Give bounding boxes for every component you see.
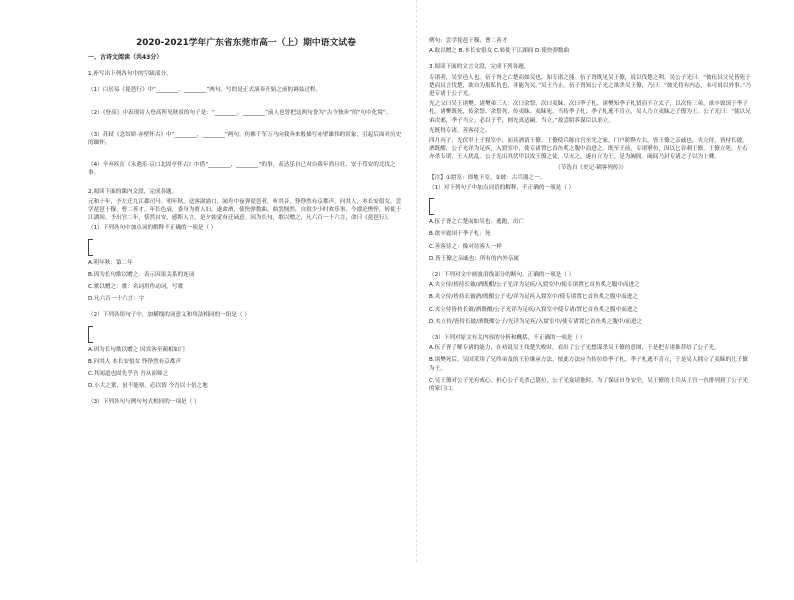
- option-a: A.明年秋：第二年: [88, 259, 133, 266]
- answer-bracket: [429, 198, 434, 215]
- option-c: C.吴王僚对公子光有戒心。担心公子光杀己篡位，公子光宴请他时，为了保证自身安全，吴王僚的士兵从王宫一直排列到了公子光的家门口。: [429, 377, 748, 393]
- question-1-2: （2）《登高》中表现诗人登高所见秋景的句子是：“________，________”前人也曾把这两句誉为“古今独步”的“句中化境”。: [88, 109, 392, 116]
- section-heading: 一、古诗文阅读（共43分）: [88, 54, 163, 61]
- example-sentence: 例句：尝学琵琶于穆、曹二善才: [429, 38, 508, 44]
- option-a: A.夹立侍/皆持长铍/酒既酣/公子光详为足疾/入窟室中/使专诸置匕首鱼炙之腹中而进之: [429, 282, 640, 289]
- question-3-3: （3）下列对原文有关内容的分析和概括，不正确的一项是（ ）: [429, 335, 586, 342]
- answer-bracket: [88, 239, 93, 256]
- question-2-stem: 2.阅读下面的课内文段，完成各题。: [88, 188, 178, 195]
- option-d: D.夹立侍/皆持长铍/酒既酣公子/光详为足疾/入窟室中/使专诸置匕首鱼炙之腹中/而进之: [429, 318, 643, 325]
- passage-paragraph-1: 专诸者，吴堂邑人也。伍子胥之亡楚而如吴也，知专诸之能。伍子胥既见吴王僚，说以伐楚之利。吴公子光曰：“彼伍员父兄皆死于楚而员言伐楚，欲自为报私仇也，非能为吴。”吴王乃止。伍子胥知公子光之欲杀吴王僚，乃曰：“彼光将有内志，未可说以外事。”乃进专诸于公子光。: [429, 74, 751, 98]
- question-3-stem: 3.阅读下面的文言文段，完成下列各题。: [429, 64, 530, 71]
- option-c: C.其闻道也固先乎吾 吾从而师之: [88, 371, 169, 378]
- option-b: B.欲卒致国于季子札：死: [429, 231, 491, 238]
- option-b: B.夹立侍/皆持长铍酒/既酣公子光/详为足疾入窟室中/使专诸置匕首鱼炙之腹中而进之: [429, 294, 638, 301]
- question-1-1: （1）白居易《琵琶行》中“________，________”两句，写的是正式演奏开始之前的调弦过程。: [88, 87, 322, 94]
- question-1-4: （4）辛弃疾在《永遇乐·京口北固亭怀古》中借“________，________”的事，表达乐自己对自我年尚且壮、安于苟安的北伐之事。: [88, 162, 396, 177]
- option-c: C.歌以赠之：歌：名词用作动词，写歌: [88, 284, 184, 291]
- option-b: B.诸樊死后，吴国采用了兄终弟及的王位继承方法，按此方法应当传位给季子札，季子札逃不肯立，于是吴人拥立了夷眜的儿子僚为王。: [429, 357, 748, 372]
- question-1-stem: 1.补写出下列各句中的空缺部分。: [88, 71, 172, 78]
- right-column: [429, 0, 753, 599]
- passage-paragraph-2: 光之父曰吴王诸樊。诸樊弟三人：次曰余祭，次曰夷眜，次曰季子札。诸樊知季子札贤而不立太子，以次传三弟，欲卒致国于季子札。诸樊既死，传余祭。余祭死，传夷眜。夷眜死，当传季子札；季子札逃不肯立，吴人乃立夷眜之子僚为王。公子光曰：“使以兄弟次邪，季子当立；必以子乎，则光真适嗣，当立。”故尝阴养谋臣以求立。: [429, 101, 751, 124]
- option-b: B.问其人 本长安倡女 铮铮然有京都声: [88, 358, 182, 365]
- exam-title: 2020-2021学年广东省东莞市高一（上）期中语文试卷: [136, 38, 356, 48]
- passage-paragraph-3: 光既得专诸，善客待之。: [429, 127, 491, 134]
- question-2-2: （2）下列各组句子中，加横线的词意义和用法相同的一组是（ ）: [88, 312, 250, 319]
- passage-source: （节选自《史记·刺客列传》）: [555, 164, 627, 171]
- answer-bracket: [88, 326, 93, 343]
- passage-note: 【注】①窟室：即地下室。②铍：古兵器之一。: [429, 174, 546, 181]
- option-d: D.凡六百一十六言：字: [88, 296, 145, 303]
- option-a: A.伍子胥了解专诸的能力，在劝说吴王伐楚失败时，看出了公子光想谋杀吴王僚的意图，于是把专诸推荐给了公子光。: [429, 345, 720, 352]
- question-2-1: （1）下列各句中加点词的解释不正确的一项是（ ）: [88, 225, 217, 232]
- option-a: A.因为长句歌以赠之 因宾客至蔺相如门: [88, 346, 185, 353]
- option-b: B.因为长句歌以赠之：表示因果关系的连词: [88, 271, 195, 278]
- option-d: D.皆王僚之亲戚也：所有的内外亲属: [429, 255, 519, 262]
- option-d: D.小大之狱，虽不能察，必以情 今吾以十倍之地: [88, 383, 208, 390]
- question-2-3: （3）下列各句与例句句式相同的一项是（ ）: [88, 399, 200, 406]
- option-c: C.善客待之：像对待客人一样: [429, 243, 502, 250]
- question-1-3: （3）苏轼《念奴娇·赤壁怀古》中“________，________”两句，仿佛千军万马向我奔来般描写赤壁雄伟的景象，引起后面对历史的缅怀。: [88, 131, 402, 147]
- question-3-2: （2）下列对文中画波浪线部分的断句，正确的一项是（ ）: [429, 272, 575, 279]
- option-c: C.夹立侍皆持长铍/酒既酣/公子光详为足疾/入窟室中使专诸/置匕首鱼炙之腹中而进之: [429, 306, 639, 313]
- left-column: [88, 0, 404, 600]
- reading-passage: 元和十年，予左迁九江郡司马。明年秋，送客湓浦口，闻舟中夜弹琵琶者，听其音，铮铮然有京都声。问其人，本长安倡女，尝学琵琶于穆、曹二善才，年长色衰，委身为贾人妇。遂命酒，使快弹数曲。曲罢悯然，自叙少小时欢乐事，今漂沦憔悴，转徙于江湖间。予出官二年，恬然自安，感斯人言，是夕始觉有迁谪意。因为长句，歌以赠之，凡六百一十六言，命曰《琵琶行》。: [88, 198, 402, 222]
- page-fold-line: [416, 0, 417, 562]
- example-options: A.取以赠之 B.本长安倡女 C.转徙于江湖间 D.使快弹数曲: [429, 48, 570, 55]
- question-3-1: （1）对下列句子中加点词语的解释，不正确的一项是（ ）: [429, 185, 575, 192]
- option-a: A.伍子胥之亡楚而如吴也：逃跑，出亡: [429, 219, 525, 226]
- passage-paragraph-4: 四月丙子，光伏甲士于窟室中，而具酒请王僚。王僚使兵陈自宫至光之家，门户阶陛左右，皆王僚之亲戚也。夹立侍，皆持长铍。酒既酣，公子光详为足疾，入窟室中，使专诸置匕首鱼炙之腹中而进之。既至王前，专诸擘鱼，因以匕首刺王僚，王僚立死。左右亦杀专诸，王人扰乱。公子光出其伏甲以攻王僚之徒，尽灭之，遂自立为王，是为阖闾。阖闾乃封专诸之子以为上卿。: [429, 138, 748, 161]
